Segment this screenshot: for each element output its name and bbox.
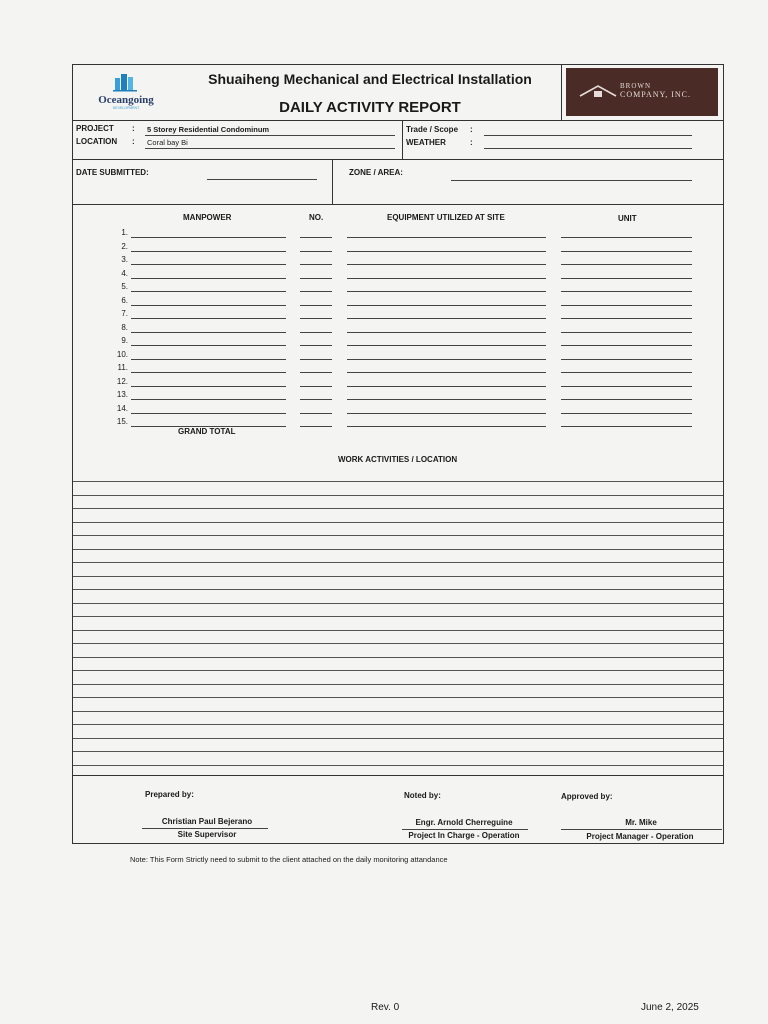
equipment-field[interactable] (347, 399, 546, 400)
no-field[interactable] (300, 359, 332, 360)
row-number: 12. (116, 376, 128, 386)
project-info-bottom-border (72, 159, 724, 160)
work-activity-line[interactable] (73, 765, 723, 766)
equipment-field[interactable] (347, 372, 546, 373)
approved-by-signature-line (561, 829, 722, 830)
no-field[interactable] (300, 237, 332, 238)
building-logo-icon (112, 72, 138, 92)
no-field[interactable] (300, 386, 332, 387)
work-activity-line[interactable] (73, 684, 723, 685)
trade-colon: : (470, 125, 473, 134)
work-bottom-border (72, 775, 724, 776)
no-field[interactable] (300, 251, 332, 252)
unit-field[interactable] (561, 237, 692, 238)
noted-by-signature-line (402, 829, 528, 830)
manpower-field[interactable] (131, 413, 286, 414)
manpower-field[interactable] (131, 278, 286, 279)
unit-field[interactable] (561, 345, 692, 346)
project-underline (145, 135, 395, 136)
manpower-field[interactable] (131, 291, 286, 292)
form-note: Note: This Form Strictly need to submit to the client attached on the daily monitoring attandance (130, 855, 448, 864)
unit-field[interactable] (561, 413, 692, 414)
trade-field[interactable] (484, 135, 692, 136)
work-activity-line[interactable] (73, 603, 723, 604)
no-header: NO. (309, 213, 324, 222)
work-activity-line[interactable] (73, 697, 723, 698)
manpower-field[interactable] (131, 345, 286, 346)
work-activity-line[interactable] (73, 589, 723, 590)
equipment-field[interactable] (347, 413, 546, 414)
unit-field[interactable] (561, 318, 692, 319)
project-label: PROJECT (76, 124, 114, 133)
no-field[interactable] (300, 345, 332, 346)
work-activities-header: WORK ACTIVITIES / LOCATION (338, 455, 458, 464)
equipment-field[interactable] (347, 251, 546, 252)
project-info-divider (402, 121, 403, 159)
no-field[interactable] (300, 413, 332, 414)
right-logo-text-top: BROWN (620, 82, 652, 90)
equipment-field[interactable] (347, 237, 546, 238)
prepared-by-title: Site Supervisor (177, 830, 237, 839)
work-activity-line[interactable] (73, 522, 723, 523)
manpower-field[interactable] (131, 372, 286, 373)
no-field[interactable] (300, 426, 332, 427)
date-zone-bottom-border (72, 204, 724, 205)
left-logo-subtext: DEVELOPMENT (112, 106, 140, 110)
trade-label: Trade / Scope (406, 125, 459, 134)
right-logo-text-bottom: COMPANY, INC. (620, 90, 692, 99)
manpower-header: MANPOWER (183, 213, 232, 222)
no-field[interactable] (300, 291, 332, 292)
unit-field[interactable] (561, 251, 692, 252)
unit-field[interactable] (561, 291, 692, 292)
location-colon: : (132, 137, 135, 146)
row-number: 3. (121, 255, 128, 264)
row-number: 14. (116, 403, 128, 413)
row-number: 5. (121, 282, 128, 291)
row-number: 13. (116, 390, 128, 399)
unit-field[interactable] (561, 359, 692, 360)
equipment-field[interactable] (347, 305, 546, 306)
unit-field[interactable] (561, 426, 692, 427)
no-field[interactable] (300, 399, 332, 400)
noted-by-name: Engr. Arnold Cherreguine (415, 818, 513, 827)
header-divider (561, 65, 562, 120)
report-form (72, 64, 724, 844)
row-number: 6. (121, 295, 128, 305)
equipment-header: EQUIPMENT UTILIZED AT SITE (387, 213, 505, 222)
work-activity-line[interactable] (73, 549, 723, 550)
project-colon: : (132, 124, 135, 133)
work-activity-line[interactable] (73, 643, 723, 644)
row-number: 8. (121, 322, 128, 332)
location-value[interactable]: Coral bay Bi (147, 138, 188, 147)
date-zone-divider (332, 160, 333, 204)
work-activity-line[interactable] (73, 657, 723, 658)
work-activity-line[interactable] (73, 751, 723, 752)
manpower-field[interactable] (131, 305, 286, 306)
unit-field[interactable] (561, 399, 692, 400)
unit-header: UNIT (618, 214, 637, 223)
manpower-field[interactable] (131, 399, 286, 400)
work-activity-line[interactable] (73, 738, 723, 739)
date-submitted-label: DATE SUBMITTED: (76, 168, 149, 177)
prepared-by-name: Christian Paul Bejerano (161, 817, 253, 826)
manpower-field[interactable] (131, 264, 286, 265)
manpower-field[interactable] (131, 237, 286, 238)
noted-by-label: Noted by: (404, 791, 441, 800)
manpower-field[interactable] (131, 318, 286, 319)
equipment-field[interactable] (347, 426, 546, 427)
equipment-field[interactable] (347, 278, 546, 279)
right-logo (566, 68, 718, 116)
report-title: DAILY ACTIVITY REPORT (279, 99, 461, 116)
weather-field[interactable] (484, 148, 692, 149)
company-name: Shuaiheng Mechanical and Electrical Installation (208, 71, 532, 87)
row-number: 7. (121, 309, 128, 318)
unit-field[interactable] (561, 332, 692, 333)
no-field[interactable] (300, 264, 332, 265)
equipment-field[interactable] (347, 359, 546, 360)
equipment-field[interactable] (347, 264, 546, 265)
location-label: LOCATION (76, 137, 118, 146)
equipment-field[interactable] (347, 332, 546, 333)
date-submitted-field[interactable] (207, 179, 317, 180)
row-number: 10. (116, 349, 128, 359)
row-number: 11. (117, 363, 128, 372)
work-activity-line[interactable] (73, 711, 723, 712)
project-value[interactable]: 5 Storey Residential Condominum (147, 125, 270, 134)
row-number: 4. (121, 268, 128, 278)
header-bottom-border (72, 120, 724, 121)
work-activity-line[interactable] (73, 481, 723, 482)
zone-area-field[interactable] (451, 180, 692, 181)
zone-area-label: ZONE / AREA: (349, 168, 403, 177)
approved-by-name: Mr. Mike (625, 818, 657, 827)
weather-colon: : (470, 138, 473, 147)
work-activity-line[interactable] (73, 535, 723, 536)
revision-label: Rev. 0 (371, 1002, 400, 1013)
work-activity-line[interactable] (73, 562, 723, 563)
row-number: 2. (121, 241, 128, 251)
manpower-field[interactable] (131, 386, 286, 387)
left-logo-text: Oceangoing (98, 94, 154, 106)
prepared-by-signature-line (142, 828, 268, 829)
unit-field[interactable] (561, 305, 692, 306)
no-field[interactable] (300, 278, 332, 279)
noted-by-title: Project In Charge - Operation (408, 831, 520, 840)
work-activity-line[interactable] (73, 495, 723, 496)
work-activity-line[interactable] (73, 630, 723, 631)
unit-field[interactable] (561, 264, 692, 265)
row-number: 1. (121, 228, 128, 237)
manpower-field[interactable] (131, 251, 286, 252)
manpower-field[interactable] (131, 359, 286, 360)
equipment-field[interactable] (347, 345, 546, 346)
approved-by-title: Project Manager - Operation (586, 832, 694, 841)
no-field[interactable] (300, 305, 332, 306)
row-number: 9. (121, 336, 128, 345)
location-underline (145, 148, 395, 149)
equipment-field[interactable] (347, 291, 546, 292)
work-activity-line[interactable] (73, 670, 723, 671)
grand-total-label: GRAND TOTAL (178, 427, 236, 436)
unit-field[interactable] (561, 372, 692, 373)
footer-date: June 2, 2025 (641, 1002, 699, 1013)
unit-field[interactable] (561, 386, 692, 387)
unit-field[interactable] (561, 278, 692, 279)
row-number: 15. (116, 417, 128, 426)
manpower-field[interactable] (131, 332, 286, 333)
prepared-by-label: Prepared by: (145, 790, 194, 799)
no-field[interactable] (300, 332, 332, 333)
weather-label: WEATHER (406, 138, 446, 147)
work-activity-line[interactable] (73, 616, 723, 617)
no-field[interactable] (300, 318, 332, 319)
approved-by-label: Approved by: (561, 792, 613, 801)
work-activity-line[interactable] (73, 724, 723, 725)
work-activity-line[interactable] (73, 576, 723, 577)
equipment-field[interactable] (347, 386, 546, 387)
work-activity-line[interactable] (73, 508, 723, 509)
no-field[interactable] (300, 372, 332, 373)
equipment-field[interactable] (347, 318, 546, 319)
house-logo-icon (578, 82, 618, 102)
